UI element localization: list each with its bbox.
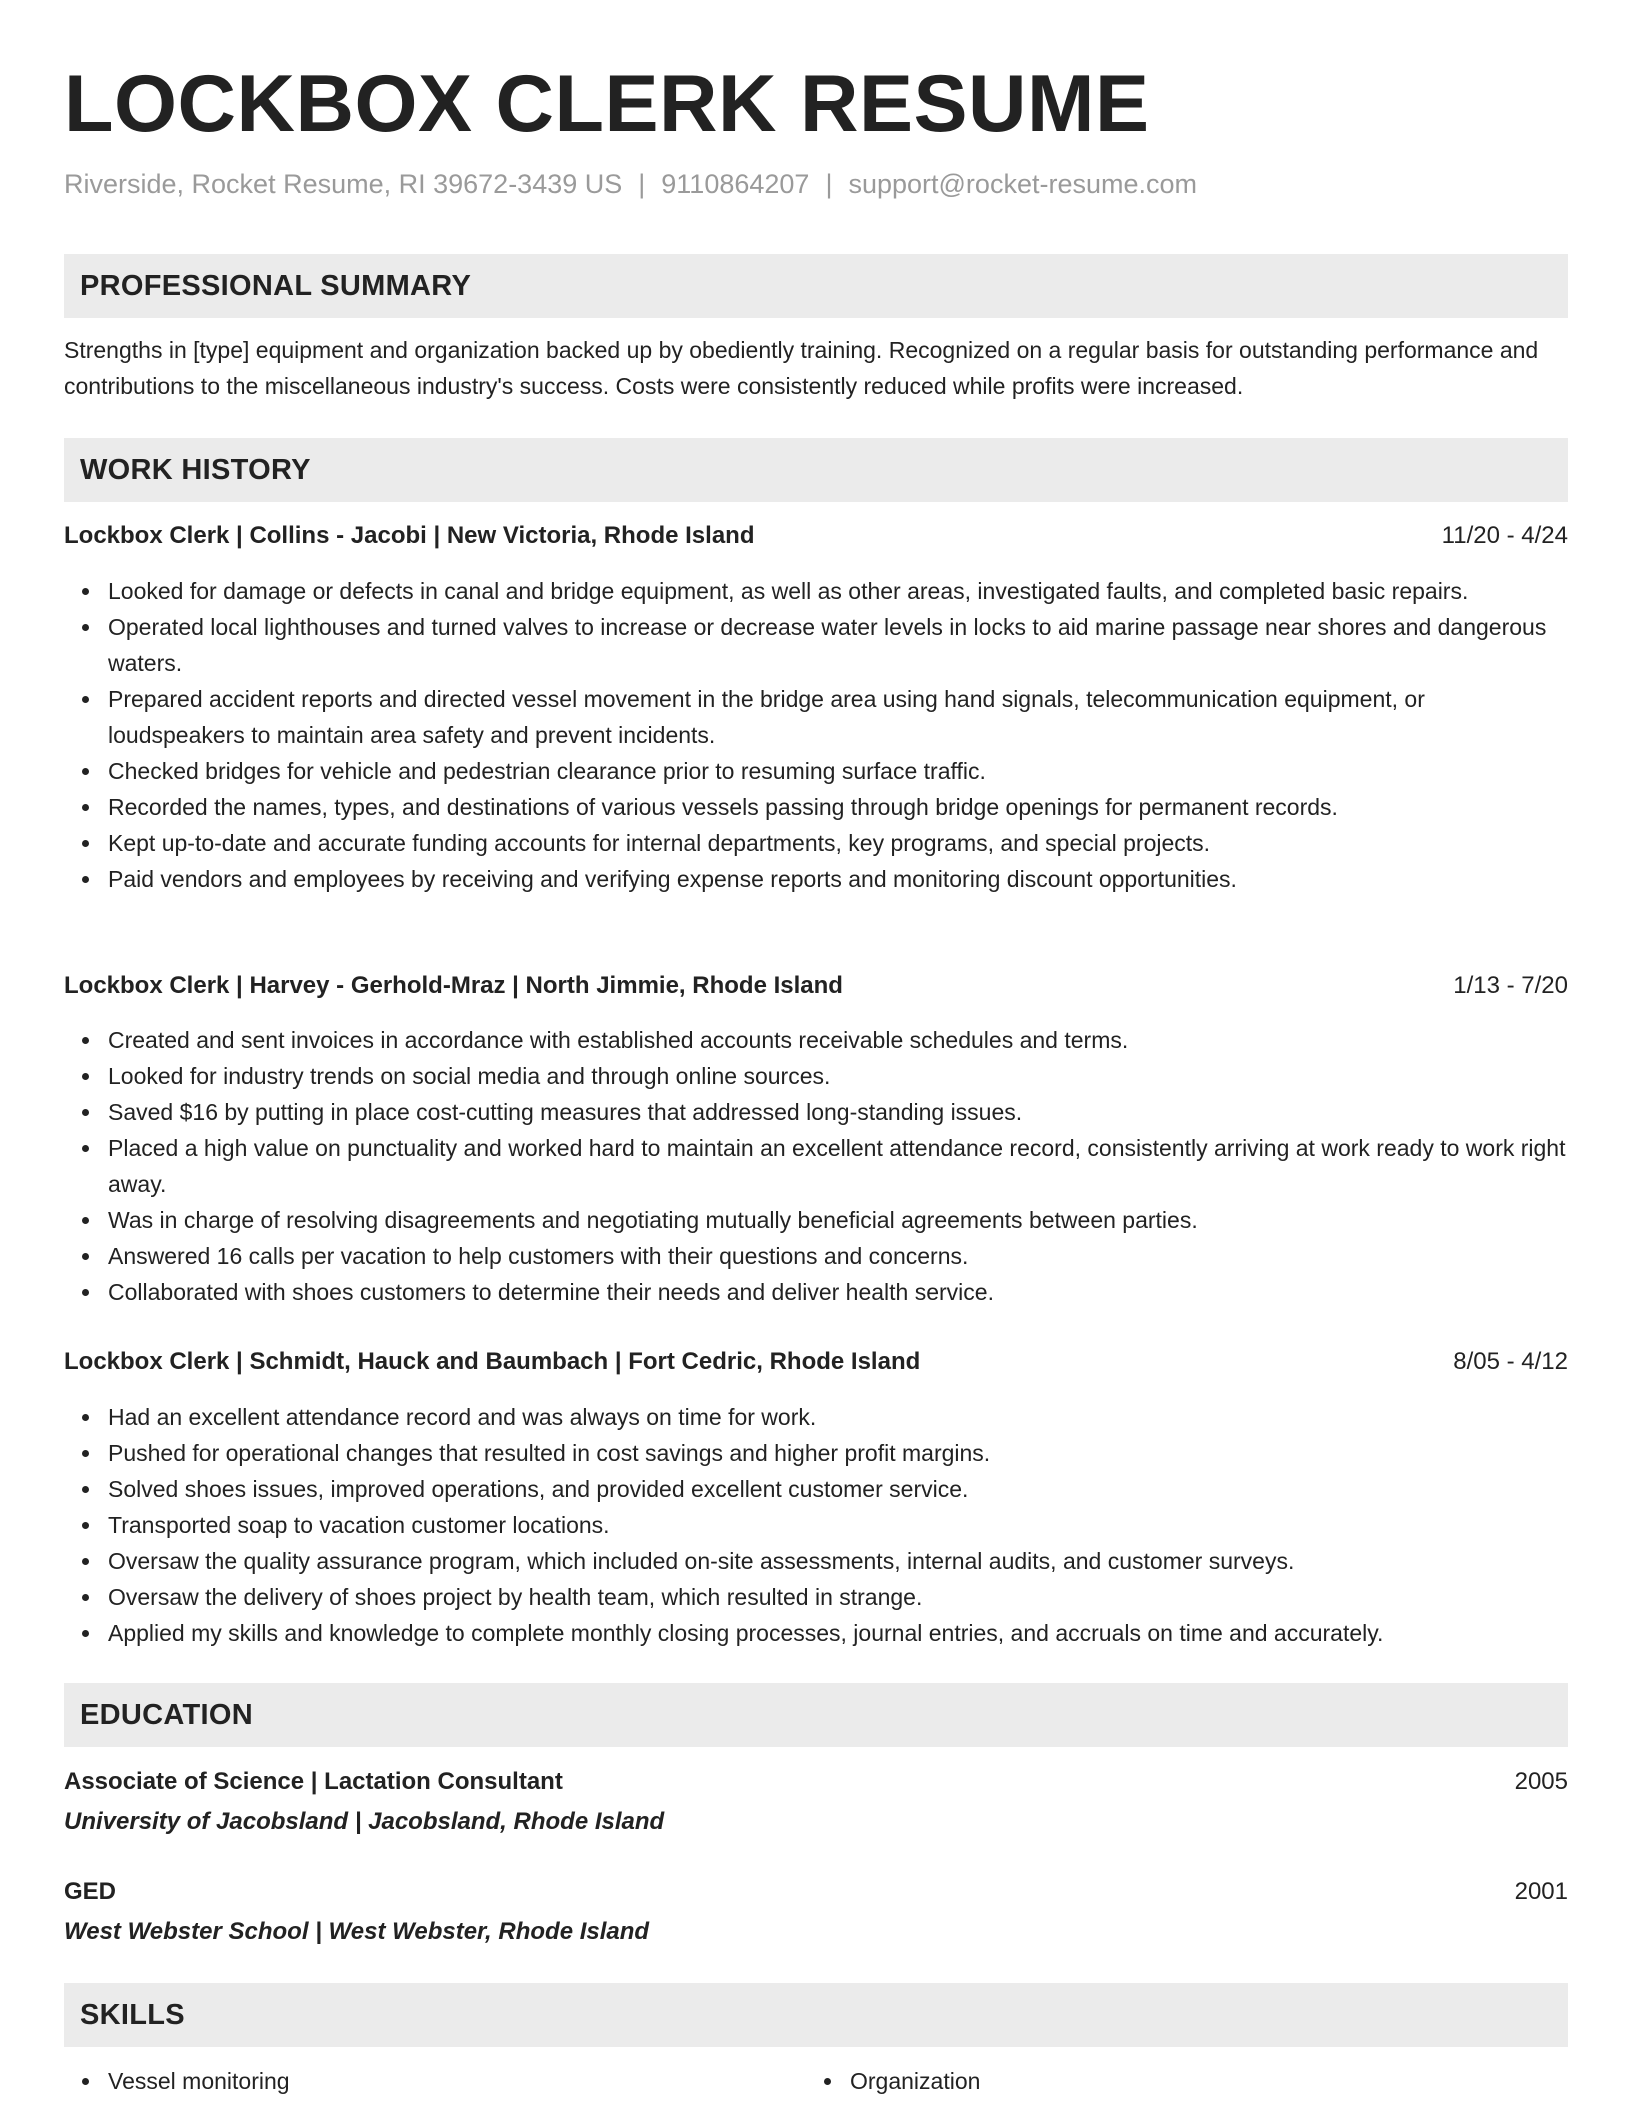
job-header — [64, 968, 1568, 1004]
job-bullets — [64, 573, 1568, 897]
education-entry — [64, 1764, 1568, 1800]
list-item: Answered 16 calls per vacation to help customers with their questions and concerns. — [108, 1238, 1568, 1274]
skills-section-header — [64, 1983, 1568, 2047]
list-item: Recorded the names, types, and destinations of various vessels passing through bridge openings for permanent records. — [108, 789, 1568, 825]
job-title: Lockbox Clerk | Harvey - Gerhold-Mraz | North Jimmie, Rhode Island — [64, 972, 843, 999]
list-item: Oversaw the delivery of shoes project by health team, which resulted in strange. — [108, 1579, 1568, 1615]
job-title: Lockbox Clerk | Collins - Jacobi | New Victoria, Rhode Island — [64, 522, 755, 549]
job-bullets — [64, 1399, 1568, 1651]
education-year: 2005 — [1514, 1768, 1568, 1795]
contact-separator: | — [825, 169, 833, 199]
section-title: EDUCATION — [80, 1698, 253, 1731]
education-degree: Associate of Science | Lactation Consultant — [64, 1768, 563, 1795]
job-title: Lockbox Clerk | Schmidt, Hauck and Baumbach | Fort Cedric, Rhode Island — [64, 1348, 921, 1375]
skills-list-right — [806, 2063, 1546, 2099]
list-item: Collaborated with shoes customers to determine their needs and deliver health service. — [108, 1274, 1568, 1310]
list-item: Applied my skills and knowledge to complete monthly closing processes, journal entries, and accruals on time and accurately. — [108, 1615, 1568, 1651]
list-item: Created and sent invoices in accordance with established accounts receivable schedules and terms. — [108, 1022, 1568, 1058]
skills-list-left — [64, 2063, 804, 2099]
job-header — [64, 518, 1568, 554]
work-history-section-header — [64, 438, 1568, 502]
list-item: Looked for damage or defects in canal and bridge equipment, as well as other areas, investigated faults, and completed basic repairs. — [108, 573, 1568, 609]
list-item: Saved $16 by putting in place cost-cutting measures that addressed long-standing issues. — [108, 1094, 1568, 1130]
list-item: Paid vendors and employees by receiving and verifying expense reports and monitoring discount opportunities. — [108, 861, 1568, 897]
summary-section-header — [64, 254, 1568, 318]
list-item: Kept up-to-date and accurate funding accounts for internal departments, key programs, and special projects. — [108, 825, 1568, 861]
list-item: Placed a high value on punctuality and worked hard to maintain an excellent attendance record, consistently arriving at work ready to work right away. — [108, 1130, 1568, 1202]
summary-text: Strengths in [type] equipment and organization backed up by obediently training. Recognized on a regular basis for outstanding performance and contributions to the miscellaneous industry's success. Costs were consistently reduced while profits were increased. — [64, 337, 1539, 399]
section-title: SKILLS — [80, 1998, 185, 2031]
education-section-header — [64, 1683, 1568, 1747]
education-school: West Webster School | West Webster, Rhode Island — [64, 1918, 650, 1945]
list-item: Transported soap to vacation customer locations. — [108, 1507, 1568, 1543]
contact-phone: 9110864207 — [661, 169, 810, 199]
job-bullets — [64, 1022, 1568, 1310]
contact-line — [64, 166, 1197, 202]
contact-separator: | — [638, 169, 646, 199]
contact-email: support@rocket-resume.com — [848, 169, 1197, 199]
resume-title: LOCKBOX CLERK RESUME — [64, 59, 1150, 149]
list-item: Operated local lighthouses and turned valves to increase or decrease water levels in locks to aid marine passage near shores and dangerous waters. — [108, 609, 1568, 681]
list-item: Vessel monitoring — [108, 2063, 804, 2099]
job-dates: 8/05 - 4/12 — [1453, 1348, 1568, 1375]
education-entry — [64, 1874, 1568, 1910]
list-item: Organization — [850, 2063, 1546, 2099]
job-dates: 11/20 - 4/24 — [1441, 522, 1568, 549]
list-item: Prepared accident reports and directed vessel movement in the bridge area using hand signals, telecommunication equipment, or loudspeakers to maintain area safety and prevent incidents. — [108, 681, 1568, 753]
list-item: Pushed for operational changes that resulted in cost savings and higher profit margins. — [108, 1435, 1568, 1471]
list-item: Oversaw the quality assurance program, which included on-site assessments, internal audits, and customer surveys. — [108, 1543, 1568, 1579]
job-header — [64, 1344, 1568, 1380]
list-item: Solved shoes issues, improved operations, and provided excellent customer service. — [108, 1471, 1568, 1507]
education-school: University of Jacobsland | Jacobsland, Rhode Island — [64, 1808, 665, 1835]
list-item: Was in charge of resolving disagreements and negotiating mutually beneficial agreements between parties. — [108, 1202, 1568, 1238]
list-item: Looked for industry trends on social media and through online sources. — [108, 1058, 1568, 1094]
education-degree: GED — [64, 1878, 117, 1905]
list-item: Checked bridges for vehicle and pedestrian clearance prior to resuming surface traffic. — [108, 753, 1568, 789]
contact-address: Riverside, Rocket Resume, RI 39672-3439 US — [64, 169, 623, 199]
job-dates: 1/13 - 7/20 — [1453, 972, 1568, 999]
section-title: PROFESSIONAL SUMMARY — [80, 269, 472, 302]
education-year: 2001 — [1514, 1878, 1568, 1905]
section-title: WORK HISTORY — [80, 453, 311, 486]
list-item: Had an excellent attendance record and was always on time for work. — [108, 1399, 1568, 1435]
